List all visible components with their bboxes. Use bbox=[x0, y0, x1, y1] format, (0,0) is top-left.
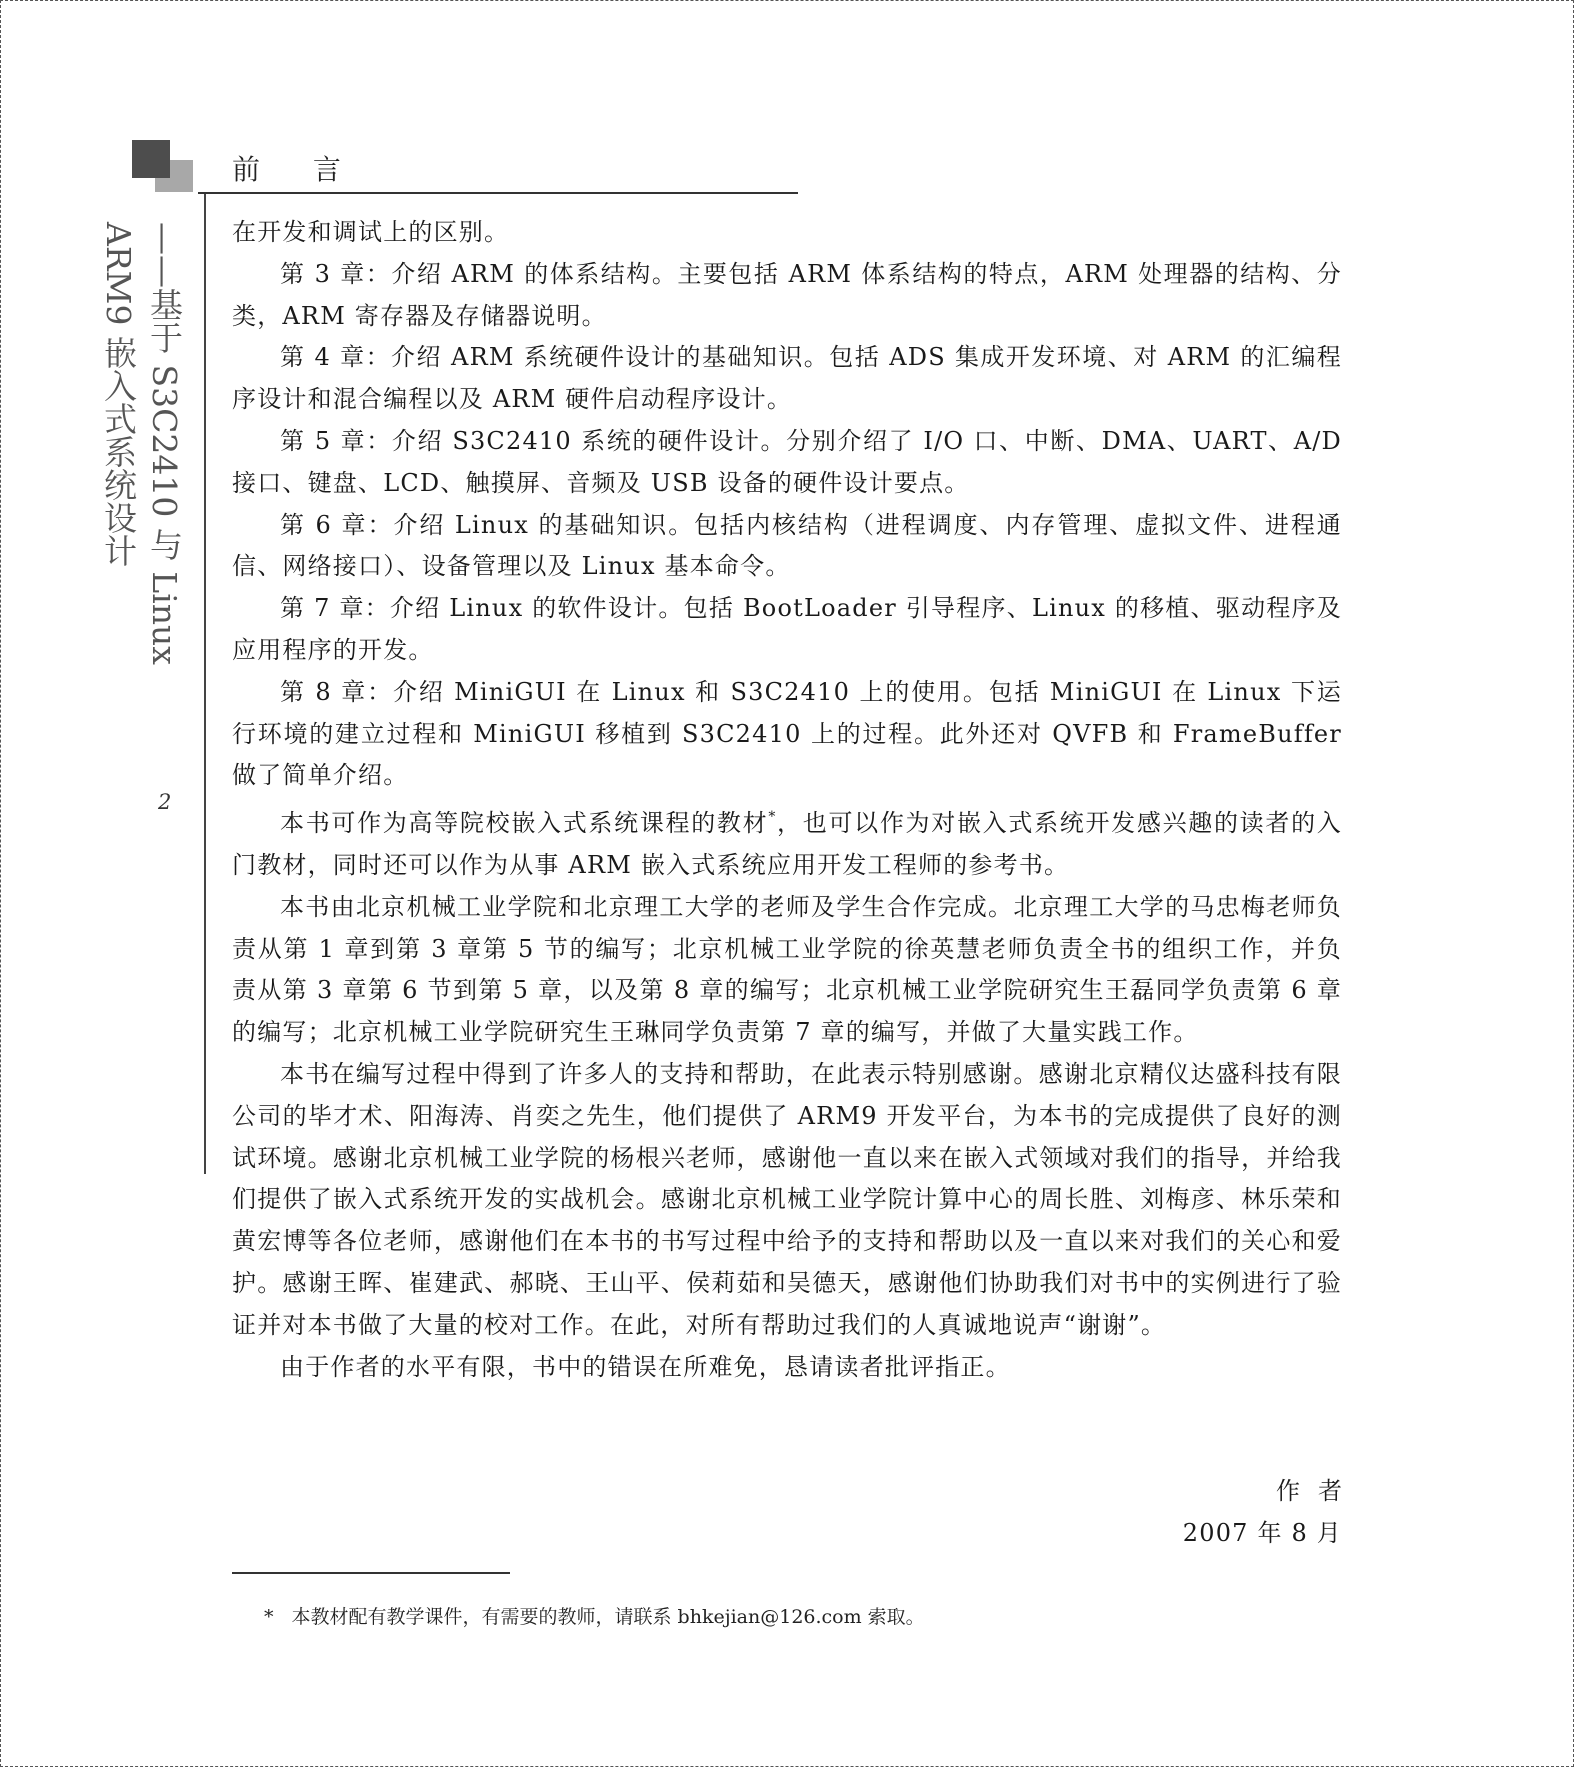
footnote-star: * bbox=[264, 1606, 274, 1628]
footnote-text: 本教材配有教学课件，有需要的教师，请联系 bhkejian@126.com 索取。 bbox=[291, 1606, 925, 1628]
paragraph-text: 本书可作为高等院校嵌入式系统课程的教材 bbox=[280, 809, 769, 838]
paragraph: 由于作者的水平有限，书中的错误在所难免，恳请读者批评指正。 bbox=[280, 1352, 1011, 1381]
header-ornament-dark bbox=[132, 140, 170, 178]
paragraph-textbook bbox=[232, 797, 1342, 887]
signature-date: 2007 年 8 月 bbox=[1182, 1519, 1342, 1547]
footnote-rule bbox=[232, 1572, 510, 1574]
paragraph: 第 5 章：介绍 S3C2410 系统的硬件设计。分别介绍了 I/O 口、中断、DMA、UART、A/D 接口、键盘、LCD、触摸屏、音频及 USB 设备的硬件设计要点。 bbox=[232, 426, 1342, 497]
paragraph: 第 8 章：介绍 MiniGUI 在 Linux 和 S3C2410 上的使用。包括 MiniGUI 在 Linux 下运行环境的建立过程和 MiniGUI 移植到 S3C2410 上的过程。此外还对 QVFB 和 FrameBuffer 做了简单介绍。 bbox=[232, 677, 1342, 790]
footnote-marker: * bbox=[768, 809, 777, 826]
paragraph: 第 6 章：介绍 Linux 的基础知识。包括内核结构（进程调度、内存管理、虚拟文件、进程通信、网络接口）、设备管理以及 Linux 基本命令。 bbox=[232, 510, 1342, 581]
footnote bbox=[264, 1602, 925, 1629]
paragraph: 第 4 章：介绍 ARM 系统硬件设计的基础知识。包括 ADS 集成开发环境、对 ARM 的汇编程序设计和混合编程以及 ARM 硬件启动程序设计。 bbox=[232, 343, 1342, 414]
page-title: 前 言 bbox=[232, 153, 363, 186]
paragraph: 本书由北京机械工业学院和北京理工大学的老师及学生合作完成。北京理工大学的马忠梅老师负责从第 1 章到第 3 章第 5 节的编写；北京机械工业学院的徐英慧老师负责全书的组织工作，并负责从第 3 章第 6 节到第 5 章，以及第 8 章的编写；北京机械工业学院研究生王磊同学负责第 6 章的编写；北京机械工业学院研究生王琳同学负责第 7 章的编写，并做了大量实践工作。 bbox=[232, 892, 1342, 1047]
book-subtitle: ——基于 S3C2410 与 Linux bbox=[145, 222, 184, 665]
book-title: ARM9 嵌入式系统设计 bbox=[99, 222, 138, 567]
signature-author: 作者 bbox=[1276, 1477, 1360, 1505]
margin-rule bbox=[204, 194, 206, 1174]
page-number: 2 bbox=[158, 790, 172, 814]
paragraph-text: ，也可以作为对嵌入式系统开发感兴趣的读者的入门教材，同时还可以作为从事 ARM 嵌入式系统应用开发工程师的参考书。 bbox=[232, 809, 1342, 879]
header-rule bbox=[198, 192, 798, 194]
paragraph: 第 3 章：介绍 ARM 的体系结构。主要包括 ARM 体系结构的特点，ARM 处理器的结构、分类，ARM 寄存器及存储器说明。 bbox=[232, 259, 1342, 330]
paragraph: 本书在编写过程中得到了许多人的支持和帮助，在此表示特别感谢。感谢北京精仪达盛科技有限公司的毕才术、阳海涛、肖奕之先生，他们提供了 ARM9 开发平台，为本书的完成提供了良好的测试环境。感谢北京机械工业学院的杨根兴老师，感谢他一直以来在嵌入式领域对我们的指导，并给我们提供了嵌入式系统开发的实战机会。感谢北京机械工业学院计算中心的周长胜、刘梅彦、林乐荣和黄宏博等各位老师，感谢他们在本书的书写过程中给予的支持和帮助以及一直以来对我们的关心和爱护。感谢王晖、崔建武、郝晓、王山平、侯莉茹和吴德天，感谢他们协助我们对书中的实例进行了验证并对本书做了大量的校对工作。在此，对所有帮助过我们的人真诚地说声“谢谢”。 bbox=[232, 1059, 1342, 1339]
paragraph: 第 7 章：介绍 Linux 的软件设计。包括 BootLoader 引导程序、Linux 的移植、驱动程序及应用程序的开发。 bbox=[232, 594, 1342, 664]
paragraph: 在开发和调试上的区别。 bbox=[232, 218, 510, 246]
body-text bbox=[232, 212, 1342, 1388]
